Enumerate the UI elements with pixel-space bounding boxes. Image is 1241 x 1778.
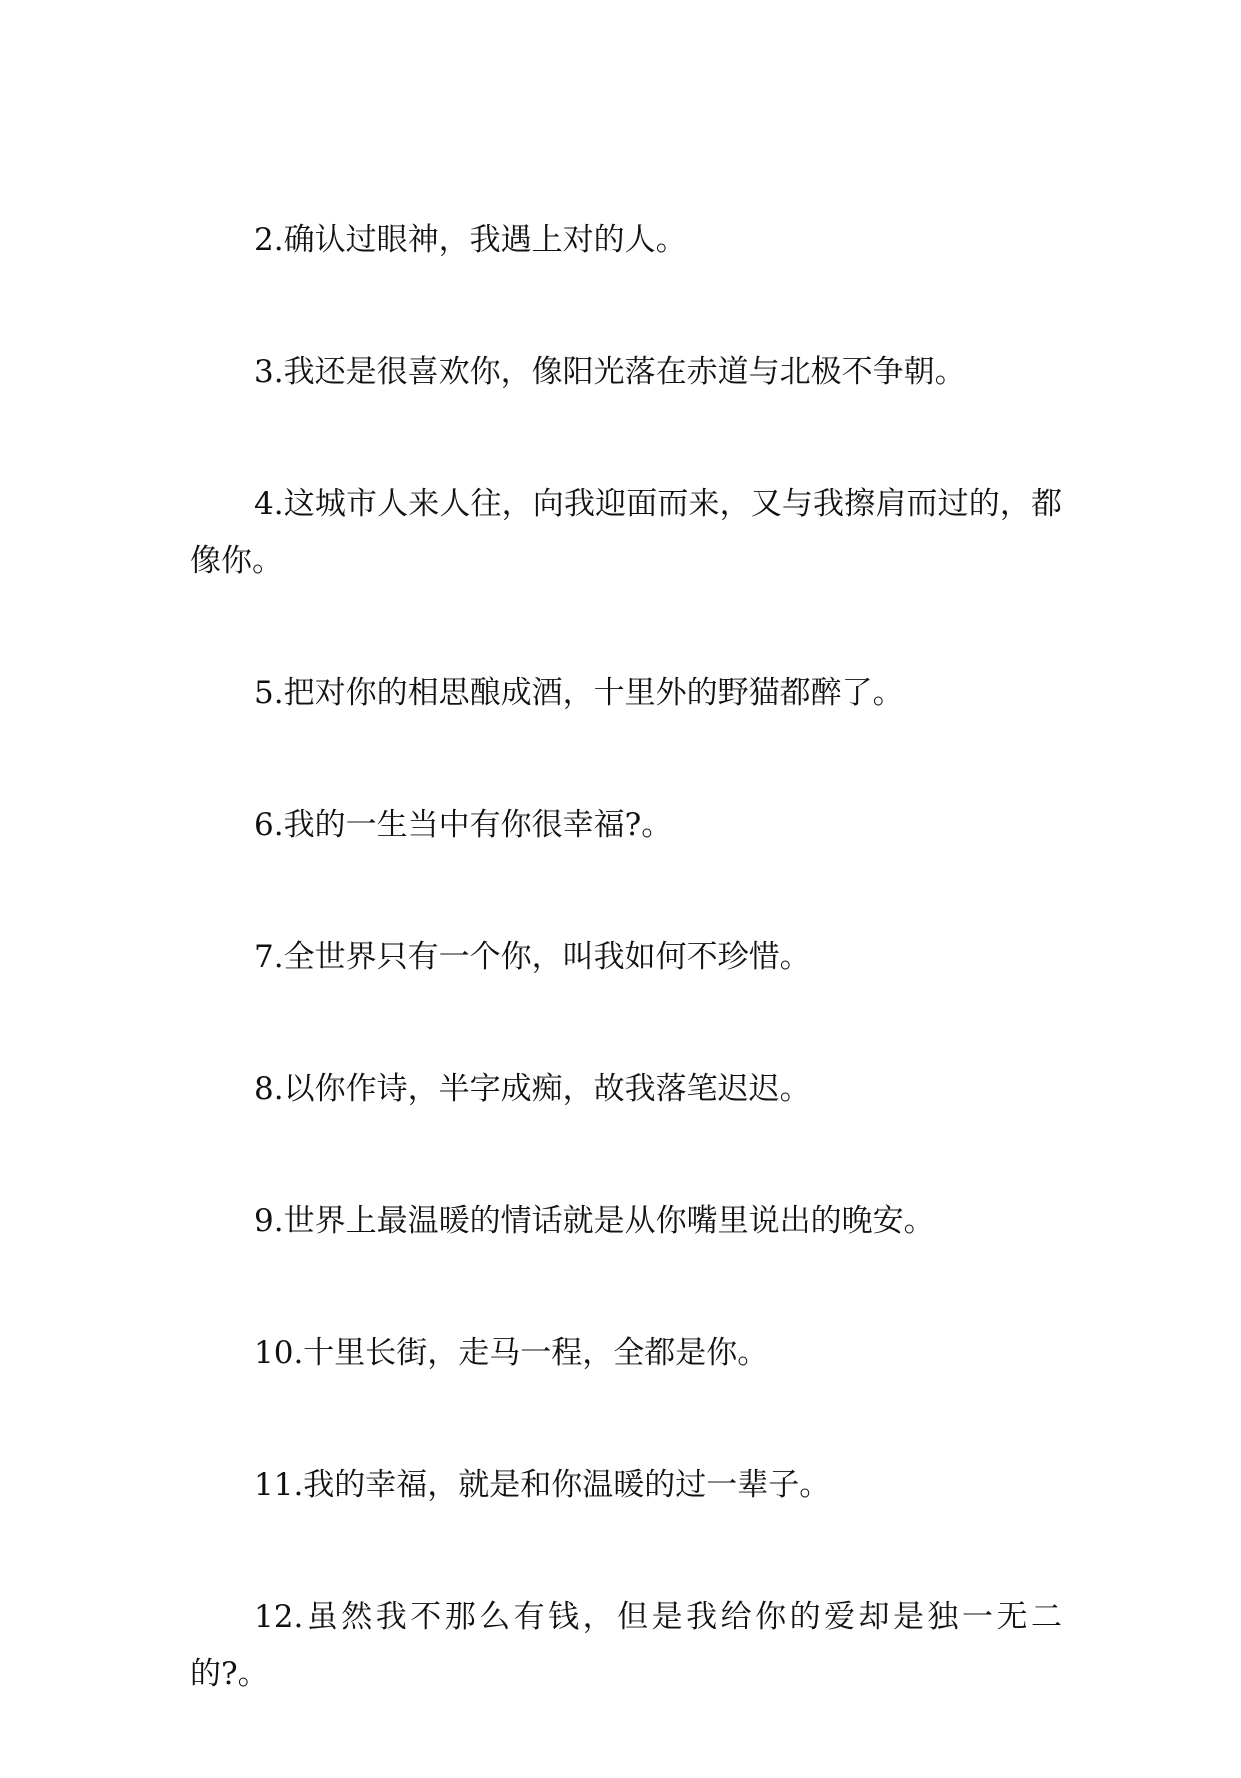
paragraph-5: 5.把对你的相思酿成酒，十里外的野猫都醉了。 <box>254 675 904 711</box>
paragraph-10: 10.十里长街，走马一程，全都是你。 <box>254 1335 769 1371</box>
paragraph-3: 3.我还是很喜欢你，像阳光落在赤道与北极不争朝。 <box>254 354 966 390</box>
paragraph-12: 12.虽然我不那么有钱，但是我给你的爱却是独一无二的?。 <box>190 1599 1062 1692</box>
paragraph-6: 6.我的一生当中有你很幸福?。 <box>254 807 673 843</box>
paragraph-8: 8.以你作诗，半字成痴，故我落笔迟迟。 <box>254 1071 811 1107</box>
paragraph-7: 7.全世界只有一个你，叫我如何不珍惜。 <box>254 939 811 975</box>
document-body <box>190 212 1062 1778</box>
paragraph-2: 2.确认过眼神，我遇上对的人。 <box>254 222 687 258</box>
paragraph-11: 11.我的幸福，就是和你温暖的过一辈子。 <box>254 1467 831 1503</box>
paragraph-4: 4.这城市人来人往，向我迎面而来，又与我擦肩而过的，都像你。 <box>190 486 1062 579</box>
paragraph-9: 9.世界上最温暖的情话就是从你嘴里说出的晚安。 <box>254 1203 935 1239</box>
